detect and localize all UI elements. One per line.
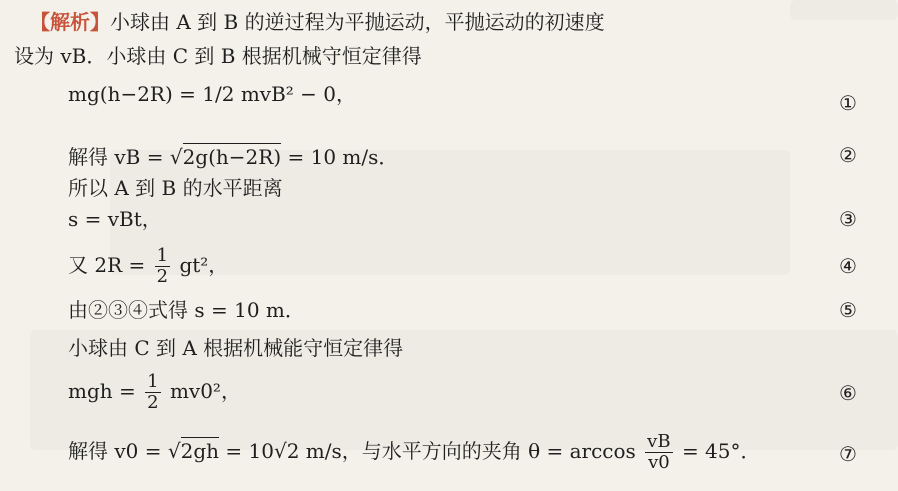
equation-text: mg(h−2R) = 1/2 mvB² − 0， — [68, 82, 356, 106]
equation-4 — [68, 246, 228, 287]
equation-middle: = 10√2 m/s，与水平方向的夹角 θ = arccos — [225, 439, 636, 463]
radicand: 2gh — [180, 439, 220, 463]
equation-2 — [68, 143, 398, 169]
analysis-tag: 【解析】 — [30, 10, 110, 34]
equation-suffix: = 45°． — [681, 439, 761, 463]
equation-1 — [68, 82, 356, 106]
fraction-numerator: 1 — [147, 371, 159, 392]
fraction — [155, 246, 170, 287]
sqrt-expression: √2gh — [167, 439, 220, 463]
equation-5: 由②③④式得 s = 10 m． — [68, 298, 305, 322]
fraction-numerator: 1 — [156, 245, 169, 266]
text-line: 设为 vB．小球由 C 到 B 根据机械守恒定律得 — [14, 44, 422, 68]
equation-prefix: mgh = — [68, 379, 136, 403]
equation-7 — [68, 432, 761, 473]
equation-number: ③ — [839, 207, 857, 231]
equation-3: s = vBt， — [68, 207, 162, 231]
text-line: 小球由 C 到 A 根据机械能守恒定律得 — [68, 336, 404, 360]
equation-number: ⑦ — [839, 442, 857, 466]
equation-number: ① — [839, 91, 857, 115]
fraction — [645, 432, 672, 473]
bleed-through-region — [790, 0, 898, 20]
fraction-denominator: v0 — [648, 452, 670, 473]
equation-prefix: 又 2R = — [68, 253, 146, 277]
fraction — [145, 372, 160, 413]
fraction-numerator: vB — [647, 431, 671, 452]
equation-6 — [68, 372, 241, 413]
equation-prefix: 解得 v0 = — [68, 439, 162, 463]
header-line — [30, 10, 605, 34]
equation-suffix: mv0²， — [169, 379, 241, 403]
header-text: 小球由 A 到 B 的逆过程为平抛运动，平抛运动的初速度 — [110, 10, 605, 34]
equation-number: ⑤ — [839, 298, 857, 322]
sqrt-expression: √2g(h−2R) — [169, 145, 282, 169]
fraction-denominator: 2 — [156, 266, 169, 287]
equation-suffix: gt²， — [179, 253, 229, 277]
text-line: 所以 A 到 B 的水平距离 — [68, 176, 283, 200]
equation-prefix: 解得 vB = — [68, 145, 164, 169]
equation-suffix: = 10 m/s． — [287, 145, 399, 169]
fraction-denominator: 2 — [147, 392, 159, 413]
equation-number: ⑥ — [839, 381, 857, 405]
equation-number: ④ — [839, 254, 857, 278]
radicand: 2g(h−2R) — [182, 145, 282, 169]
equation-number: ② — [839, 143, 857, 167]
